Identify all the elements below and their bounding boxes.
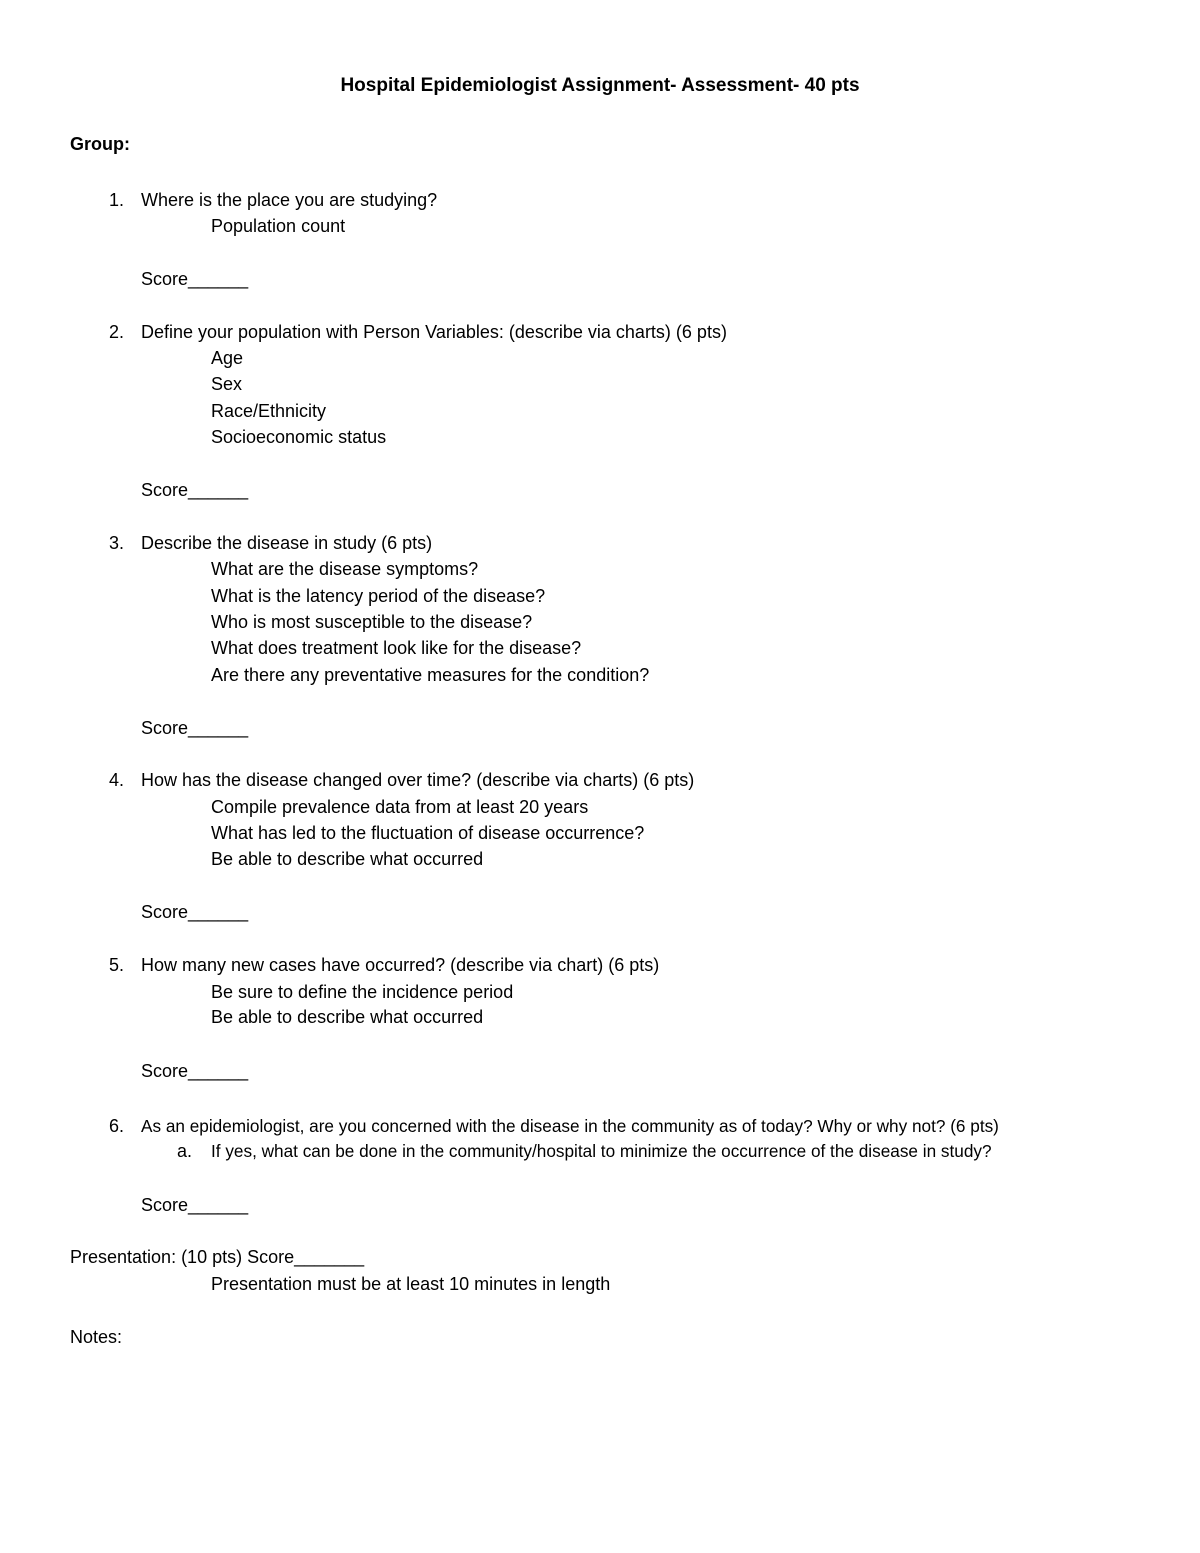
- sub-question-text: If yes, what can be done in the community/hospital to minimize the occurrence of the disease in study?: [211, 1141, 992, 1161]
- question-text: How has the disease changed over time? (describe via charts) (6 pts): [141, 770, 695, 790]
- question-subitem: What has led to the fluctuation of disease occurrence?: [211, 823, 645, 843]
- question-text: As an epidemiologist, are you concerned with the disease in the community as of today? Why or why not? (6 pts): [141, 1116, 999, 1136]
- question-number: 1.: [108, 190, 124, 210]
- question-subitem: Socioeconomic status: [211, 427, 387, 447]
- presentation-detail: Presentation must be at least 10 minutes in length: [211, 1274, 611, 1294]
- question-subitem: Population count: [211, 216, 346, 236]
- score-line: Score______: [141, 480, 249, 500]
- question-number: 5.: [108, 955, 124, 975]
- question-subitem: Race/Ethnicity: [211, 401, 327, 421]
- question-subitem: What is the latency period of the disease?: [211, 586, 546, 606]
- question-number: 3.: [108, 533, 124, 553]
- question-subitem: Are there any preventative measures for the condition?: [211, 665, 650, 685]
- question-subitem: Compile prevalence data from at least 20 years: [211, 797, 589, 817]
- question-text: Where is the place you are studying?: [141, 190, 438, 210]
- score-line: Score______: [141, 1061, 249, 1081]
- score-line: Score______: [141, 1195, 249, 1215]
- question-subitem: Who is most susceptible to the disease?: [211, 612, 533, 632]
- question-subitem: Be able to describe what occurred: [211, 849, 484, 869]
- score-line: Score______: [141, 269, 249, 289]
- question-subitem: Be sure to define the incidence period: [211, 982, 514, 1002]
- presentation-score: Presentation: (10 pts) Score_______: [70, 1247, 365, 1267]
- question-subitem: Age: [211, 348, 244, 368]
- notes-label: Notes:: [70, 1327, 123, 1347]
- sub-question-letter: a.: [176, 1141, 192, 1161]
- question-text: How many new cases have occurred? (describe via chart) (6 pts): [141, 955, 660, 975]
- score-line: Score______: [141, 902, 249, 922]
- document-title: Hospital Epidemiologist Assignment- Assessment- 40 pts: [340, 75, 860, 96]
- group-label: Group:: [70, 134, 130, 154]
- question-text: Define your population with Person Variables: (describe via charts) (6 pts): [141, 322, 727, 342]
- question-subitem: What are the disease symptoms?: [211, 559, 479, 579]
- question-subitem: Sex: [211, 374, 243, 394]
- question-subitem: What does treatment look like for the disease?: [211, 638, 582, 658]
- question-number: 2.: [108, 322, 124, 342]
- question-number: 4.: [108, 770, 124, 790]
- question-number: 6.: [108, 1116, 124, 1136]
- question-text: Describe the disease in study (6 pts): [141, 533, 433, 553]
- question-subitem: Be able to describe what occurred: [211, 1007, 484, 1027]
- score-line: Score______: [141, 718, 249, 738]
